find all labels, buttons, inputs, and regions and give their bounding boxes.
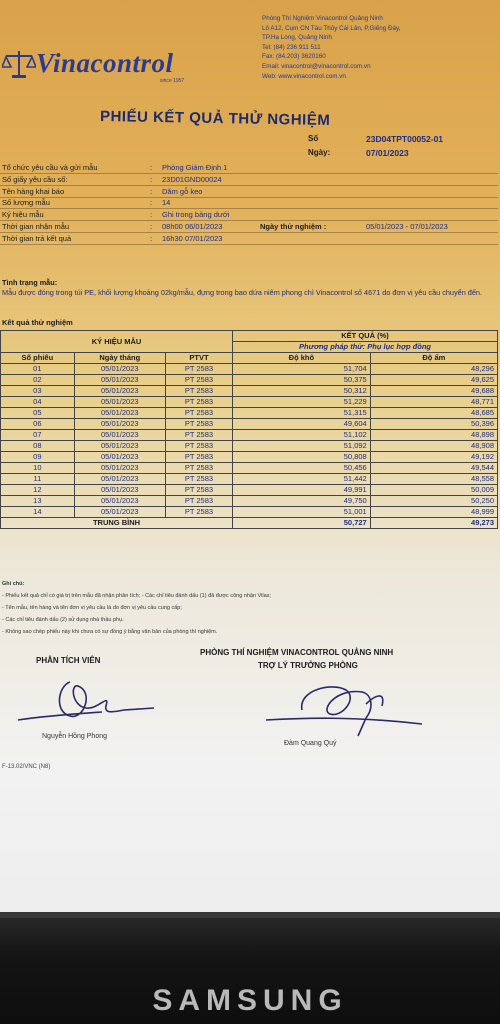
lab-info-line: TP.Hạ Long, Quảng Ninh — [262, 34, 332, 42]
table-cell: 05/01/2023 — [74, 496, 165, 507]
table-cell: PT 2583 — [165, 441, 232, 452]
table-row — [1, 452, 498, 463]
table-cell: 49,604 — [233, 419, 371, 430]
report-number-label: Số — [308, 134, 319, 143]
info-row — [0, 209, 498, 221]
info-row — [0, 174, 498, 186]
table-cell: 50,250 — [370, 496, 497, 507]
table-cell: 51,229 — [233, 397, 371, 408]
table-cell: 05/01/2023 — [74, 419, 165, 430]
table-cell: 51,092 — [233, 441, 371, 452]
table-cell: 05/01/2023 — [74, 408, 165, 419]
average-moisture: 49,273 — [370, 518, 497, 529]
lab-info-line: Fax: (84.203) 3620160 — [262, 53, 326, 61]
table-cell: PT 2583 — [165, 364, 232, 375]
table-cell: 50,375 — [233, 375, 371, 386]
notes-block — [2, 578, 498, 638]
info-row — [0, 221, 498, 233]
analyst-signature — [14, 672, 164, 732]
average-label: TRUNG BÌNH — [1, 518, 233, 529]
table-cell: 01 — [1, 364, 75, 375]
note-line: - Các chỉ tiêu đánh dấu (2) sử dụng nhà thầu phụ. — [2, 617, 124, 623]
results-section-label: Kết quả thử nghiệm — [2, 318, 73, 327]
table-cell: PT 2583 — [165, 496, 232, 507]
lab-signature-title: PHÒNG THÍ NGHIỆM VINACONTROL QUẢNG NINH — [200, 648, 394, 657]
table-cell: 14 — [1, 507, 75, 518]
table-cell: 49,192 — [370, 452, 497, 463]
info-value: 23D01GND00024 — [162, 174, 222, 184]
info-colon: : — [150, 222, 153, 231]
lab-info-line: Lô A12, Cụm CN Tàu Thủy Cái Lân, P.Giếng Đáy, — [262, 24, 401, 32]
table-cell: 51,315 — [233, 408, 371, 419]
average-row — [1, 518, 498, 529]
lab-info-line: Email: vinacontrol@vinacontrol.com.vn — [262, 62, 371, 70]
table-cell: PT 2583 — [165, 507, 232, 518]
info-colon: : — [150, 210, 153, 220]
table-cell: 48,685 — [370, 408, 497, 419]
test-date-value: 05/01/2023 - 07/01/2023 — [366, 222, 448, 231]
lab-info-line: Phòng Thí Nghiệm Vinacontrol Quảng Ninh — [262, 15, 383, 22]
sample-id-group-header: KÝ HIỆU MẪU — [1, 331, 233, 353]
form-code: F-13.02/VNC (N8) — [2, 764, 51, 770]
table-cell: 04 — [1, 397, 75, 408]
assistant-head-title: TRỢ LÝ TRƯỞNG PHÒNG — [258, 661, 358, 670]
table-cell: 09 — [1, 452, 75, 463]
sample-status — [2, 278, 497, 298]
table-cell: 50,312 — [233, 386, 371, 397]
info-colon: : — [150, 198, 153, 208]
info-label: Thời gian trả kết quả — [2, 233, 72, 243]
lab-info-line: Tel: (84) 236 911 511 — [262, 43, 321, 51]
table-cell: 50,009 — [370, 485, 497, 496]
table-row — [1, 474, 498, 485]
results-table — [0, 330, 498, 529]
notes-heading: Ghi chú: — [2, 581, 25, 587]
info-label: Số lượng mẫu — [2, 198, 50, 208]
table-cell: PT 2583 — [165, 375, 232, 386]
table-cell: 05/01/2023 — [74, 463, 165, 474]
table-cell: PT 2583 — [165, 397, 232, 408]
table-cell: 05/01/2023 — [74, 452, 165, 463]
table-cell: 05/01/2023 — [74, 441, 165, 452]
table-cell: 51,442 — [233, 474, 371, 485]
column-header: Số phiếu — [1, 353, 75, 364]
table-cell: 48,771 — [370, 397, 497, 408]
table-cell: 49,688 — [370, 386, 497, 397]
table-cell: 05/01/2023 — [74, 375, 165, 386]
info-label: Thời gian nhận mẫu — [2, 222, 70, 231]
table-cell: 05/01/2023 — [74, 397, 165, 408]
info-colon: : — [150, 233, 153, 243]
info-colon: : — [150, 186, 153, 196]
analyst-title: PHÂN TÍCH VIÊN — [36, 656, 101, 665]
scales-icon — [2, 49, 36, 79]
monitor-brand-logo: SAMSUNG — [152, 984, 348, 1017]
table-row — [1, 507, 498, 518]
sample-status-text: Mẫu được đóng trong túi PE, khối lượng khoảng 02kg/mẫu, đựng trong bao dứa niêm phong chì Vinacontrol số 4671 do đơn vị yêu cầu chuyển đến. — [2, 288, 482, 297]
logo-wordmark: Vinacontrol — [36, 48, 174, 78]
table-row — [1, 485, 498, 496]
test-date-label: Ngày thử nghiệm : — [260, 222, 327, 231]
info-label: Tên hàng khai báo — [2, 186, 65, 196]
table-cell: 10 — [1, 463, 75, 474]
report-date-value: 07/01/2023 — [366, 148, 409, 158]
table-row — [1, 463, 498, 474]
table-cell: PT 2583 — [165, 408, 232, 419]
logo-tagline: since 1957 — [160, 78, 185, 84]
note-line: - Phiếu kết quả chỉ có giá trị trên mẫu đã nhận phân tích; - Các chỉ tiêu đánh dấu (1) đã được công nhận Vilas; — [2, 593, 271, 599]
info-value: 14 — [162, 198, 171, 208]
average-dry: 50,727 — [233, 518, 371, 529]
table-cell: 50,396 — [370, 419, 497, 430]
table-cell: 05/01/2023 — [74, 386, 165, 397]
info-colon: : — [150, 174, 153, 184]
report-number-value: 23D04TPT00052-01 — [366, 134, 444, 144]
info-value: Phòng Giám Định 1 — [162, 163, 228, 172]
table-row — [1, 496, 498, 507]
table-cell: 50,808 — [233, 452, 371, 463]
company-logo — [2, 48, 174, 79]
table-cell: 05/01/2023 — [74, 474, 165, 485]
table-cell: 51,001 — [233, 507, 371, 518]
table-cell: 06 — [1, 419, 75, 430]
table-row — [1, 408, 498, 419]
table-cell: 11 — [1, 474, 75, 485]
table-row — [1, 441, 498, 452]
sample-status-label: Tình trạng mẫu: — [2, 278, 58, 287]
test-method: Phương pháp thử: Phụ lục hợp đồng — [233, 342, 498, 353]
table-cell: PT 2583 — [165, 485, 232, 496]
table-row — [1, 430, 498, 441]
table-cell: 05/01/2023 — [74, 485, 165, 496]
info-colon: : — [150, 163, 153, 172]
column-header: PTVT — [165, 353, 232, 364]
table-cell: 49,544 — [370, 463, 497, 474]
info-value: Dăm gỗ keo — [162, 186, 203, 196]
table-cell: 49,991 — [233, 485, 371, 496]
table-cell: 12 — [1, 485, 75, 496]
info-value: 16h30 07/01/2023 — [162, 233, 223, 243]
bezel-edge — [0, 912, 500, 918]
column-header: Độ ẩm — [370, 353, 497, 364]
result-group-header: KẾT QUẢ (%) — [233, 331, 498, 342]
table-cell: 48,898 — [370, 430, 497, 441]
table-cell: 05 — [1, 408, 75, 419]
column-header: Ngày tháng — [74, 353, 165, 364]
table-cell: 02 — [1, 375, 75, 386]
table-cell: 03 — [1, 386, 75, 397]
table-row — [1, 386, 498, 397]
table-cell: PT 2583 — [165, 419, 232, 430]
info-row — [0, 162, 498, 174]
table-row — [1, 397, 498, 408]
table-cell: 08 — [1, 441, 75, 452]
info-label: Ký hiệu mẫu — [2, 210, 44, 220]
document-title: PHIẾU KẾT QUẢ THỬ NGHIỆM — [99, 107, 331, 130]
assistant-head-name: Đàm Quang Quý — [284, 740, 337, 747]
table-cell: PT 2583 — [165, 452, 232, 463]
table-row — [1, 375, 498, 386]
table-cell: PT 2583 — [165, 463, 232, 474]
analyst-name: Nguyễn Hồng Phong — [42, 733, 107, 740]
table-cell: 13 — [1, 496, 75, 507]
table-cell: 05/01/2023 — [74, 507, 165, 518]
info-label: Số giấy yêu cầu số: — [2, 174, 68, 184]
table-cell: 49,625 — [370, 375, 497, 386]
table-cell: 50,456 — [233, 463, 371, 474]
table-row — [1, 419, 498, 430]
table-cell: 51,704 — [233, 364, 371, 375]
table-cell: 49,750 — [233, 496, 371, 507]
table-cell: 05/01/2023 — [74, 364, 165, 375]
table-cell: 07 — [1, 430, 75, 441]
table-cell: 48,908 — [370, 441, 497, 452]
table-cell: PT 2583 — [165, 430, 232, 441]
note-line: - Tên mẫu, tên hàng và tên đơn vị yêu cầu là do đơn vị yêu cầu cung cấp; — [2, 605, 182, 611]
table-cell: 51,102 — [233, 430, 371, 441]
info-label: Tổ chức yêu cầu và gửi mẫu — [2, 163, 98, 172]
table-cell: 48,558 — [370, 474, 497, 485]
table-cell: PT 2583 — [165, 386, 232, 397]
info-row — [0, 186, 498, 198]
table-cell: 48,296 — [370, 364, 497, 375]
note-line: - Không sao chép phiếu này khi chưa có sự đồng ý bằng văn bản của phòng thí nghiệm. — [2, 629, 218, 635]
info-row — [0, 233, 498, 245]
table-cell: 05/01/2023 — [74, 430, 165, 441]
report-date-label: Ngày: — [308, 148, 331, 157]
info-value: Ghi trong bảng dưới — [162, 210, 230, 220]
info-value: 08h00 06/01/2023 — [162, 222, 223, 231]
assistant-head-signature — [262, 678, 432, 742]
lab-contact-block — [262, 14, 498, 81]
lab-info-line: Web: www.vinacontrol.com.vn — [262, 72, 346, 80]
table-cell: PT 2583 — [165, 474, 232, 485]
column-header: Độ khô — [233, 353, 371, 364]
table-cell: 48,999 — [370, 507, 497, 518]
table-row — [1, 364, 498, 375]
info-row — [0, 197, 498, 209]
